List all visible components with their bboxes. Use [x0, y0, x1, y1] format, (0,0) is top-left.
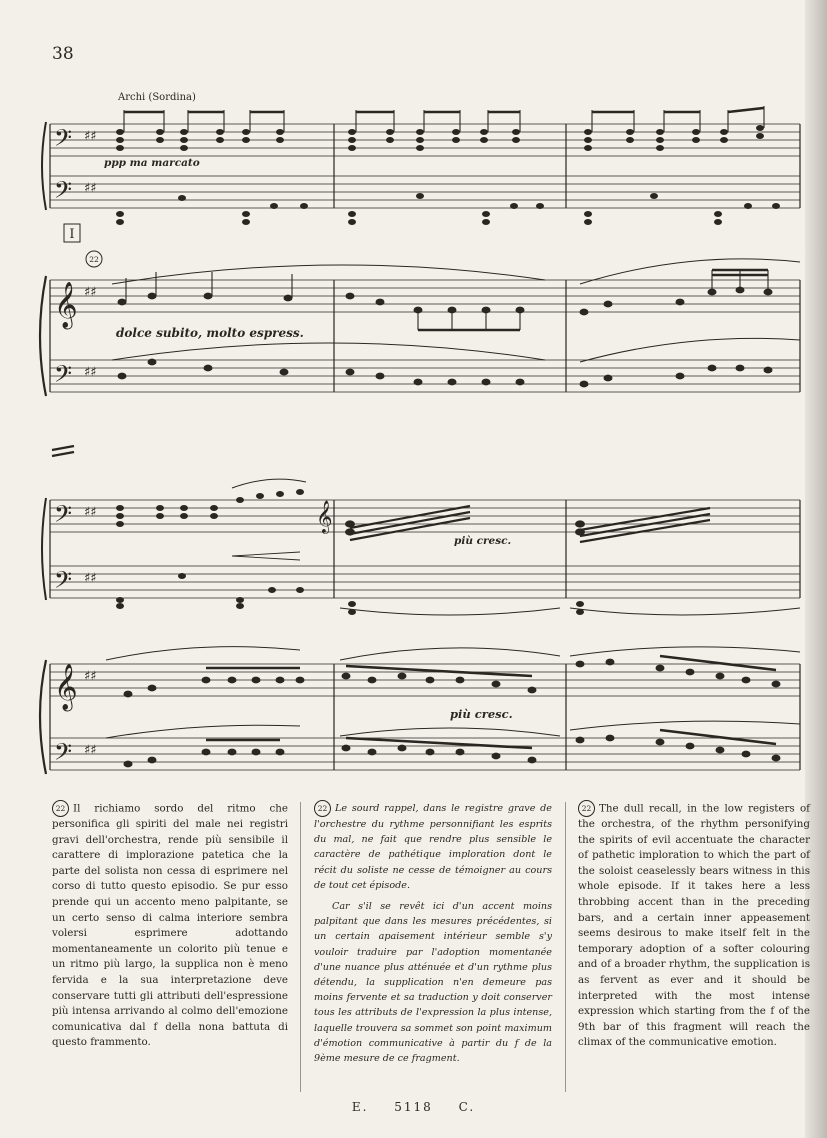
- staff-system2-piano-upper: [50, 664, 800, 696]
- cresc-marking-orch: più cresc.: [454, 535, 512, 547]
- treble-clef-icon: 𝄞: [54, 664, 78, 710]
- french-paragraph-2: Car s'il se revêt ici d'un accent moins palpitant que dans les mesures précédentes, si un certain apaisement intérieur semble s'y vouloir traduire par l'adoption momentanée d'une nuance plus atténuée et d'un rythme plus détendu, la supplication n'en demeure pas moins fervente et sa traduction y doit conserver tous les attributs de l'expression la plus intense, laquelle trouvera sa sommet son point maximum d'émotion communicative à partir du f de la 9ème mesure de ce fragment.: [314, 901, 552, 1065]
- svg-text:♯♯: ♯♯: [84, 743, 97, 758]
- staff-system2-orch-lower: [50, 566, 800, 598]
- bass-clef-icon: 𝄢: [54, 738, 73, 771]
- treble-clef-icon: 𝄞: [316, 500, 333, 533]
- svg-text:♯♯: ♯♯: [84, 505, 97, 520]
- footer-right: C.: [458, 1100, 476, 1114]
- piano-melody-s1: [118, 287, 773, 316]
- english-paragraph: The dull recall, in the low registers of the orchestra, of the rhythm personifying the spirits of evil accentuate the character of pathetic imploration to which the part of the soloist ceaselessly bears witness in this whole episode. If it takes here a less throbbing accent than in the preceding bars, and a certain inner appeasement seems desirous to make itself felt in the temporary adoption of a softer colouring and of a broader rhythm, the supplication is as fervent as ever and it should be interpreted with the most intense expression which starting from the f of the 9th bar of this fragment will reach the climax of the communicative emotion.: [578, 802, 810, 1049]
- footnote-badge: 22: [314, 800, 331, 817]
- staff-system1-orch-lower: [50, 176, 800, 208]
- page-footer: [0, 1100, 827, 1114]
- svg-text:♯♯: ♯♯: [84, 365, 97, 380]
- footnote-badge: 22: [578, 800, 595, 817]
- commentary-italian: [52, 800, 288, 1057]
- crescendo-hairpin: [232, 552, 300, 560]
- brace-system2-piano: [40, 660, 46, 774]
- bass-clef-icon: 𝄢: [54, 500, 73, 533]
- brace-system1-piano: [40, 276, 46, 396]
- staff-system1-piano-lower: [50, 360, 800, 392]
- svg-text:♯♯: ♯♯: [84, 129, 97, 144]
- svg-text:♯♯: ♯♯: [84, 571, 97, 586]
- commentary-french: [314, 800, 552, 1072]
- footnote-badge: 22: [52, 800, 69, 817]
- staff-system1-piano-upper: [50, 280, 800, 312]
- dynamic-marking: ppp ma marcato: [104, 157, 200, 169]
- cresc-marking-piano: più cresc.: [450, 707, 513, 721]
- orch-chords-s1: [116, 125, 764, 151]
- piano-bass-s1: [118, 359, 773, 388]
- column-divider: [300, 802, 301, 1092]
- rehearsal-letter: I: [69, 227, 75, 242]
- brace-system2-orch: [42, 498, 46, 600]
- system-separator: [52, 446, 74, 456]
- footer-left: E.: [351, 1100, 369, 1114]
- commentary-english: [578, 800, 810, 1057]
- brace-system1-orch: [42, 122, 46, 210]
- svg-text:♯♯: ♯♯: [84, 285, 97, 300]
- expression-marking: dolce subito, molto espress.: [116, 326, 304, 340]
- footnote-marker: 22: [89, 255, 99, 264]
- bass-clef-icon: 𝄢: [54, 176, 73, 209]
- svg-text:♯♯: ♯♯: [84, 669, 97, 684]
- french-paragraph-1: Le sourd rappel, dans le registre grave de l'orchestre du rythme personnifiant les esprits du mal, ne fait que rendre plus sensible le caractère de pathétique imploration dont le récit du soliste ne cesse de témoigner au cours de tout cet épisode.: [314, 803, 552, 891]
- page-number: 38: [52, 44, 74, 64]
- bass-clef-icon: 𝄢: [54, 360, 73, 393]
- instrument-label: Archi (Sordina): [118, 92, 196, 103]
- bass-clef-icon: 𝄢: [54, 566, 73, 599]
- italian-paragraph: Il richiamo sordo del ritmo che personifica gli spiriti del male nei registri gravi dell'orchestra, rende più sensibile il carattere di implorazione patetica che la parte del solista non cessa di esprimere nel corso di tutto questo episodio. Se pur esso prende qui un accento meno palpitante, se un certo senso di calma interiore sembra volersi esprimere adottando momentaneamente un colorito più tenue e un ritmo più largo, la supplica non è meno fervida e la sua interpretazione deve conservare tutti gli attributi dell'espressione più intensa arrivando al colmo dell'emozione comunicativa dal f della nona battuta di questo frammento.: [52, 802, 288, 1049]
- orch-bass-s1: [116, 193, 780, 225]
- svg-text:♯♯: ♯♯: [84, 181, 97, 196]
- column-divider: [565, 802, 566, 1092]
- footer-plate-number: 5118: [394, 1100, 433, 1114]
- bass-clef-icon: 𝄢: [54, 124, 73, 157]
- treble-clef-icon: 𝄞: [54, 282, 78, 328]
